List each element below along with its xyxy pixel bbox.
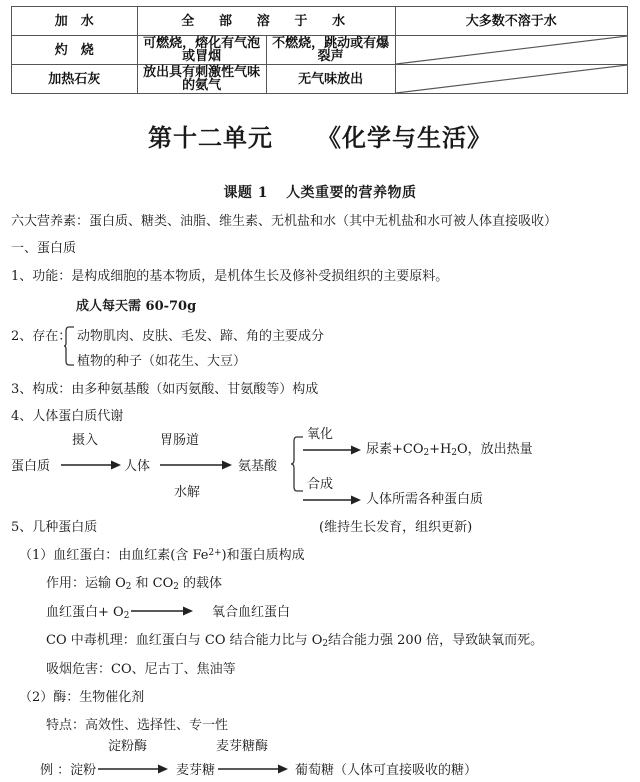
unit-title — [0, 123, 640, 152]
table-cell-lime-a: 放出具有刺激性气味的氨气 — [137, 65, 266, 94]
properties-table — [11, 6, 628, 94]
table-cell-insoluble: 大多数不溶于水 — [395, 7, 627, 36]
flow-label-hydrolysis: 水解 — [174, 485, 201, 500]
hemoglobin-heading: （1）血红蛋白：由血红素(含 $Fe^{2+}$)和蛋白质构成 — [19, 548, 305, 563]
table-cell-burn-b: 不燃烧，跳动或有爆裂声 — [266, 36, 395, 65]
unit-title-right: 《化学与生活》 — [317, 123, 492, 152]
enzyme-node-maltose: 麦芽糖 — [176, 763, 216, 778]
enzyme-node-starch: 淀粉 — [70, 763, 97, 778]
arrow-starch-to-maltose — [98, 762, 168, 776]
flow-label-gut: 胃肠道 — [160, 433, 200, 448]
arrow-body-to-amino — [160, 458, 232, 472]
branch-brace-icon — [290, 436, 304, 494]
enzyme-example-prefix — [40, 764, 96, 777]
diagonal-slash-icon — [396, 36, 627, 64]
nutrients-line: 六大营养素：蛋白质、糖类、油脂、维生素、无机盐和水（其中无机盐和水可被人体直接吸收） — [11, 214, 558, 229]
lesson-name: 人类重要的营养物质 — [286, 185, 417, 201]
hemoglobin-function: 作用：运输 $O_2$ 和 $CO_2$ 的载体 — [46, 576, 223, 593]
item2-option-animal: 动物肌肉、皮肤、毛发、蹄、角的主要成分 — [77, 329, 325, 344]
item5-heading: 5、几种蛋白质 — [11, 520, 98, 535]
flow-label-synthesis: 合成 — [307, 477, 334, 492]
table-cell-empty-slashed — [395, 65, 627, 94]
table-row — [12, 7, 628, 36]
flow-node-protein: 蛋白质 — [11, 459, 51, 474]
section-one-heading: 一、蛋白质 — [11, 241, 77, 256]
flow-label-intake: 摄入 — [72, 433, 99, 448]
lesson-number: 课题 1 — [223, 185, 269, 201]
table-cell-lime-b: 无气味放出 — [266, 65, 395, 94]
diagonal-slash-icon — [396, 65, 627, 93]
arrow-hemoglobin-reaction — [131, 604, 193, 618]
arrow-oxidation — [303, 443, 361, 457]
arrow-maltose-to-glucose — [218, 762, 288, 776]
smoking-harm-line: 吸烟危害：CO、尼古丁、焦油等 — [46, 662, 236, 677]
item4-heading: 4、人体蛋白质代谢 — [11, 409, 124, 424]
item5-side-note: (维持生长发育，组织更新) — [319, 520, 473, 535]
table-row — [12, 36, 628, 65]
hemoglobin-equation-right: 氧合血红蛋白 — [212, 605, 291, 620]
item2-label: 2、存在： — [11, 329, 72, 344]
item1-daily-need: 成人每天需 60-70g — [76, 299, 197, 314]
unit-title-left: 第十二单元 — [148, 123, 273, 152]
flow-branch-oxidation-text: 尿素$+CO_2+H_2O$，放出热量 — [366, 442, 533, 459]
enzyme-label-amylase: 淀粉酶 — [108, 739, 148, 754]
flow-node-body: 人体 — [124, 459, 151, 474]
existence-brace-icon — [63, 326, 75, 366]
item2-option-plant: 植物的种子（如花生、大豆） — [77, 354, 247, 369]
arrow-protein-to-body — [61, 458, 121, 472]
arrow-synthesis — [303, 493, 361, 507]
table-cell-reagent: 加热石灰 — [12, 65, 138, 94]
flow-label-oxidation: 氧化 — [307, 427, 334, 442]
enzyme-node-glucose: 葡萄糖（人体可直接吸收的糖） — [295, 763, 478, 778]
table-cell-empty-slashed — [395, 36, 627, 65]
flow-node-amino-acid: 氨基酸 — [238, 459, 278, 474]
table-row — [12, 65, 628, 94]
lesson-title — [0, 186, 640, 200]
hemoglobin-equation-left: 血红蛋白+ $O_2$ — [46, 605, 130, 622]
co-poisoning-line: CO 中毒机理：血红蛋白与 CO 结合能力比与 $O_2$结合能力强 200 倍，导致缺氧而死。 — [46, 633, 544, 650]
enzyme-example-label: 例 ： — [40, 763, 71, 778]
table-cell-soluble: 全 部 溶 于 水 — [137, 7, 395, 36]
enzyme-features: 特点：高效性、选择性、专一性 — [46, 718, 229, 733]
table-cell-burn-a: 可燃烧，熔化有气泡或冒烟 — [137, 36, 266, 65]
table-cell-reagent: 加 水 — [12, 7, 138, 36]
enzyme-heading: （2）酶：生物催化剂 — [19, 690, 145, 705]
item1-function: 1、功能：是构成细胞的基本物质，是机体生长及修补受损组织的主要原料。 — [11, 269, 449, 284]
flow-branch-synthesis-text: 人体所需各种蛋白质 — [366, 492, 484, 507]
item3-composition: 3、构成：由多种氨基酸（如丙氨酸、甘氨酸等）构成 — [11, 382, 319, 397]
enzyme-label-maltase: 麦芽糖酶 — [216, 739, 269, 754]
table-cell-reagent: 灼 烧 — [12, 36, 138, 65]
